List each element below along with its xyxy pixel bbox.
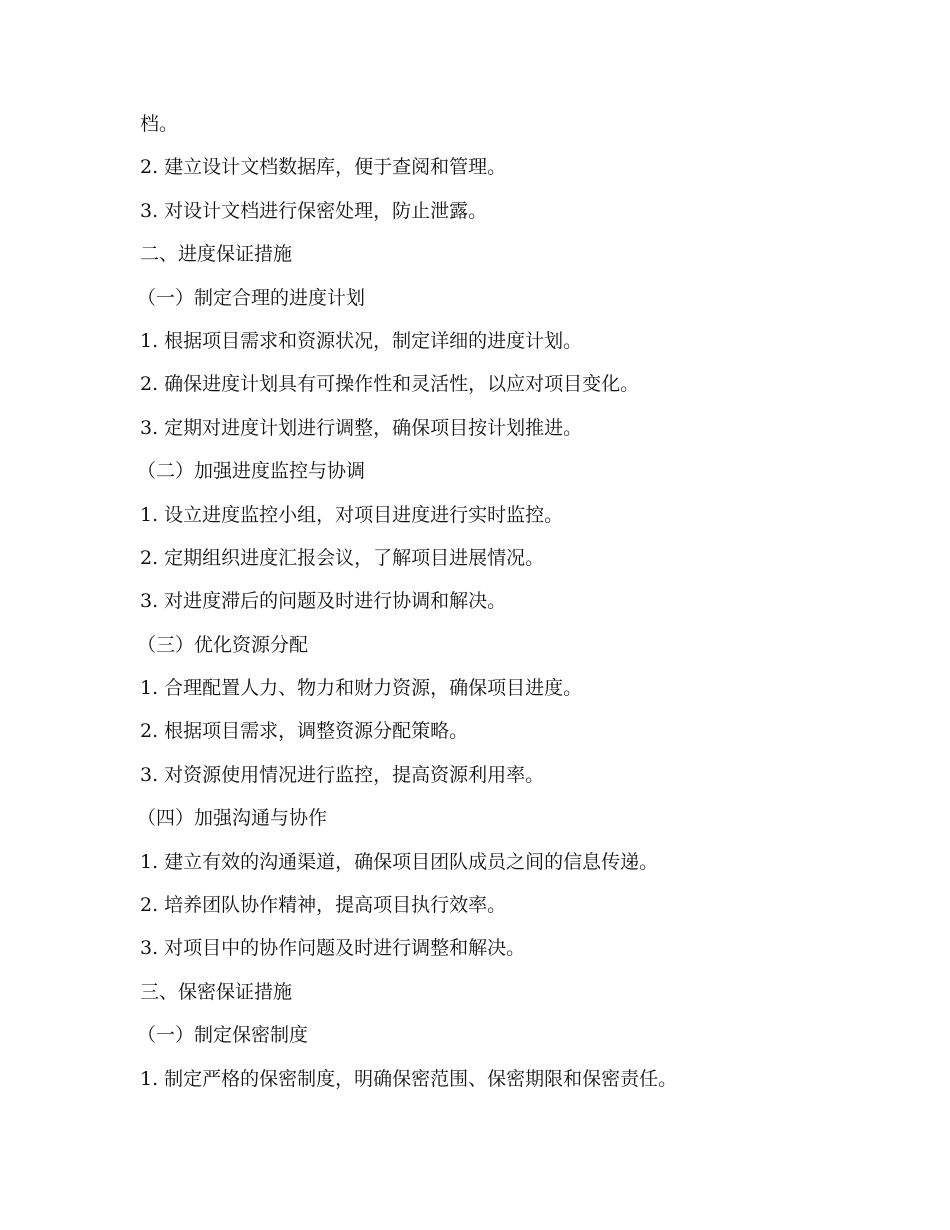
body-text: 档。 xyxy=(140,113,179,135)
list-item: 1. 根据项目需求和资源状况，制定详细的进度计划。 xyxy=(140,329,583,352)
list-item: 2. 根据项目需求，调整资源分配策略。 xyxy=(140,720,469,743)
subsection-heading: （二）加强进度监控与协调 xyxy=(137,460,366,483)
subsection-heading: （一）制定合理的进度计划 xyxy=(137,286,366,309)
subsection-heading: （三）优化资源分配 xyxy=(137,633,309,656)
list-item: 3. 对项目中的协作问题及时进行调整和解决。 xyxy=(140,937,526,960)
list-item: 1. 合理配置人力、物力和财力资源，确保项目进度。 xyxy=(140,677,583,700)
list-item: 2. 确保进度计划具有可操作性和灵活性，以应对项目变化。 xyxy=(140,373,640,396)
list-item: 3. 对进度滞后的问题及时进行协调和解决。 xyxy=(140,590,507,613)
list-item: 1. 设立进度监控小组，对项目进度进行实时监控。 xyxy=(140,503,564,526)
list-item: 2. 建立设计文档数据库，便于查阅和管理。 xyxy=(140,156,507,179)
subsection-heading: （一）制定保密制度 xyxy=(137,1024,309,1047)
section-heading: 二、进度保证措施 xyxy=(140,243,293,266)
list-item: 2. 培养团队协作精神，提高项目执行效率。 xyxy=(140,894,507,917)
list-item: 2. 定期组织进度汇报会议，了解项目进展情况。 xyxy=(140,546,545,569)
document-body xyxy=(137,106,900,1104)
section-heading: 三、保密保证措施 xyxy=(140,980,293,1003)
list-item: 1. 制定严格的保密制度，明确保密范围、保密期限和保密责任。 xyxy=(140,1067,678,1090)
list-item: 3. 定期对进度计划进行调整，确保项目按计划推进。 xyxy=(140,416,583,439)
list-item: 3. 对设计文档进行保密处理，防止泄露。 xyxy=(140,199,488,222)
list-item: 1. 建立有效的沟通渠道，确保项目团队成员之间的信息传递。 xyxy=(140,850,659,873)
subsection-heading: （四）加强沟通与协作 xyxy=(137,807,328,830)
list-item: 3. 对资源使用情况进行监控，提高资源利用率。 xyxy=(140,763,545,786)
